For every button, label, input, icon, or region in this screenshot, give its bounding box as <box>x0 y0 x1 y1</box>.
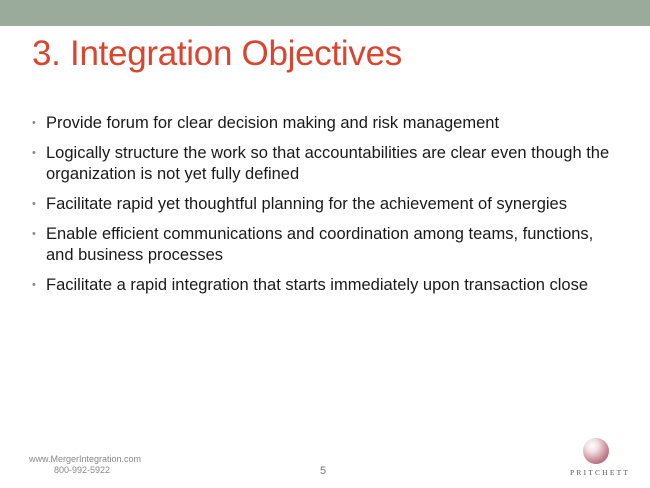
bullet-dot-icon: • <box>32 279 36 291</box>
bullet-text: Facilitate rapid yet thoughtful planning for the achievement of synergies <box>46 195 567 213</box>
footer-website[interactable]: www.MergerIntegration.com <box>29 454 142 464</box>
bullet-text: Logically structure the work so that accountabilities are clear even though the organization is not yet fully defined <box>46 144 610 183</box>
sphere-logo-icon <box>583 438 609 464</box>
bullet-text: Enable efficient communications and coordination among teams, functions, and business processes <box>46 225 594 264</box>
footer-phone: 800-992-5922 <box>54 465 111 475</box>
bullet-dot-icon: • <box>32 228 36 240</box>
bullet-text: Facilitate a rapid integration that starts immediately upon transaction close <box>46 276 589 294</box>
bullet-item <box>32 143 612 185</box>
bullet-item <box>32 194 612 215</box>
bullet-item <box>32 275 612 296</box>
bullet-text: Provide forum for clear decision making and risk management <box>46 114 500 132</box>
slide-title: 3. Integration Objectives <box>32 34 402 73</box>
top-band <box>0 0 650 26</box>
bullet-dot-icon: • <box>32 198 36 210</box>
page-number: 5 <box>320 465 327 477</box>
logo-text: PRITCHETT <box>570 468 631 477</box>
bullet-list <box>32 113 612 305</box>
bullet-item <box>32 113 612 134</box>
bullet-item <box>32 224 612 266</box>
bullet-dot-icon: • <box>32 117 36 129</box>
bullet-dot-icon: • <box>32 147 36 159</box>
